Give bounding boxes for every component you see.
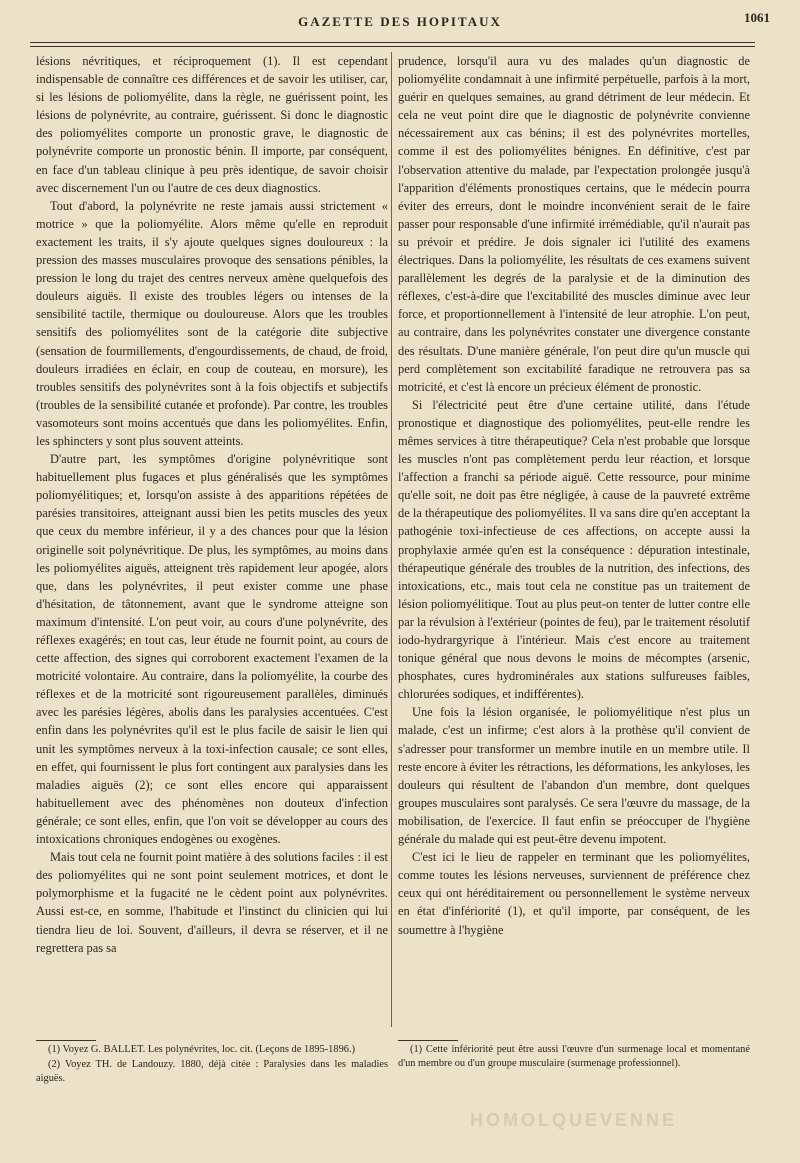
column-divider [391, 52, 392, 1027]
footnotes-right [398, 1043, 750, 1072]
header-rule-thin [30, 46, 755, 47]
paragraph: Mais tout cela ne fournit point matière à des solutions faciles : il est des poliomyélites qui ne sont point seulement motrices, et dont le polymorphisme et la fugacité ne le cèdent point aux polynévrites. Aussi est-ce, en somme, l'habitude et l'instinct du clinicien qui lui tiendra lieu de loi. Souvent, d'ailleurs, il devra se réserver, et il ne regrettera pas sa [36, 850, 388, 955]
paragraph: D'autre part, les symptômes d'origine polynévritique sont habituellement plus fugaces et plus généralisés que les symptômes poliomyélitiques; et, lorsqu'on assiste à des apparitions répétées de parésies transitoires, atteignant aussi bien les petits muscles des yeux que ceux du membre inférieur, il y a des chances pour que la lésion originelle soit polynévritique. De plus, les symptômes, au moins dans les poliomyélites aiguës, atteignent très rapidement leur apogée, alors que, dans les polynévrites, il peut exister comme une phase d'hésitation, de tâtonnement, avant que le syndrome atteigne son maximum d'intensité. L'on peut voir, au cours d'une polynévrite, des réflexes exagérés; en tout cas, leur étude ne fournit point, au cours de cette affection, des signes qui corroborent exactement l'examen de la motricité volontaire. Au contraire, dans la poliomyélite, la courbe des réflexes et de la motricité sont rigoureusement parallèles, diminués avec les parésies légères, abolis dans les paralysies accentuées. C'est enfin dans les polynévrites qu'il est le plus facile de saisir le lien qui unit les symptômes nerveux à la toxi-infection causale; ce sont elles, en effet, qui fournissent le plus fort contingent aux paralysies dans les maladies aiguës (2); ce sont elles encore qui apparaissent habituellement avec des phénomènes non douteux d'infection générale; ce sont elles, enfin, que l'on voit se développer au cours des intoxications chroniques endogènes ou exogènes. [36, 452, 388, 847]
paragraph: Si l'électricité peut être d'une certaine utilité, dans l'étude pronostique et diagnostique des poliomyélites, peut-elle rendre les mêmes services à titre thérapeutique? Cela n'est probable que lorsque les muscles n'ont pas complètement perdu leur réaction, et lorsque l'affection a franchi sa période aiguë. Cette ressource, pour minime qu'elle soit, ne doit pas être négligée, à cause de la pauvreté extrême de la thérapeutique des poliomyélites. Il va sans dire qu'en acceptant la pathogénie toxi-infectieuse de ces affections, on accepte aussi la prophylaxie armée qu'en est la conséquence : dépuration intestinale, thérapeutique générale des troubles de la nutrition, des infections, des intoxications, etc., mais tout cela ne constitue pas un traitement de lésion poliomyélitique. Tout au plus peut-on tenter de lutter contre elle par la révulsion à l'extérieur (pointes de feu), par le traitement résolutif iodo-hydrargyrique à l'intérieur. Mais c'est encore au traitement tonique général que nous devons le moins de mécomptes (arsenic, phosphates, cures hydrominérales aux stations sulfureuses faibles, chlorurées sodiques, et indifférentes). [398, 397, 750, 702]
paragraph: prudence, lorsqu'il aura vu des malades qu'un diagnostic de poliomyélite condamnait à une infirmité perpétuelle, parfois à la mort, guérir en quelques semaines, au grand détriment de leur médecin. Et cela ne veut point dire que le diagnostic de polynévrite convienne nécessairement aux cas bénins; il est des polynévrites mortelles, comme il est des poliomyélites bénignes. En définitive, c'est par l'observation attentive du malade, par l'expectation prolongée jusqu'à l'apparition d'éléments pronostiques certains, que le médecin pourra éviter des erreurs, dont le moindre inconvénient serait de le faire passer pour responsable d'une infirmité irrémédiable, qu'il n'aurait pas su prévoir et prédire. Je dois signaler ici l'utilité des examens électriques. Dans la poliomyélite, les résultats de ces examens suivent parallèlement les degrés de la paralysie et de la diminution des réflexes, c'est-à-dire que l'excitabilité des muscles diminue avec leur force, et proportionnellement à l'intensité de leur atrophie. L'on peut, au contraire, dans les polynévrites constater une divergence constante des résultats. D'une manière générale, l'on peut dire qu'un muscle qui perd complètement son excitabilité faradique ne retrouvera pas sa motricité, et c'est là encore un précieux élément de pronostic. [398, 54, 750, 394]
footnote: (2) Voyez TH. de Landouzy. 1880, déjà citée : Paralysies dans les maladies aiguës. [36, 1059, 388, 1084]
footnotes-left [36, 1043, 388, 1087]
page-header [30, 8, 770, 32]
paragraph: Tout d'abord, la polynévrite ne reste jamais aussi strictement « motrice » que la poliomyélite. Alors même qu'elle en reproduit exactement les traits, il s'y ajoute quelques signes douloureux : la pression des masses musculaires provoque des sensations pénibles, la pression le long du trajet des centres nerveux amène quelquefois des douleurs aiguës. Il existe des troubles légers ou intenses de la sensibilité tactile, thermique ou douloureuse. Alors que les troubles sensitifs des poliomyélites sont de la catégorie dite subjective (sensation de fourmillements, d'engourdissements, de chaud, de froid, douleurs irradiées en éclair, en coup de couteau, en morsure), les troubles sensitifs des polynévrites sont à la fois objectifs et subjectifs (troubles de la sensibilité cutanée et profonde). Par contre, les troubles vasomoteurs sont moins accentués que dans les poliomyélites. Enfin, les sphincters y sont plus souvent atteints. [36, 198, 388, 448]
page-number: 1061 [744, 10, 770, 25]
paragraph: lésions névritiques, et réciproquement (1). Il est cependant indispensable de connaître ces différences et de savoir les utiliser, car, si les lésions de poliomyélite, dans la règle, ne guérissent point, les lésions de polynévrite, au contraire, guérissent. Si donc le diagnostic des poliomyélites comporte un pronostic grave, le diagnostic de polynévrite comporte un pronostic bénin. Il importe, par conséquent, en face d'un tableau clinique à peu près identique, de savoir choisir avec discernement l'un ou l'autre de ces deux diagnostics. [36, 54, 388, 195]
paragraph: C'est ici le lieu de rappeler en terminant que les poliomyélites, comme toutes les lésions nerveuses, surviennent de préférence chez ceux qui ont héréditairement ou personnellement le système nerveux en état d'infériorité (1), et qu'il importe, par conséquent, de les soumettre à l'hygiène [398, 850, 750, 937]
footnote-rule [36, 1040, 96, 1041]
right-column [398, 52, 750, 939]
header-rule [30, 42, 755, 43]
footnote-rule [398, 1040, 458, 1041]
library-stamp: HOMOLQUEVENNE [470, 1110, 678, 1130]
paragraph: Une fois la lésion organisée, le poliomyélitique n'est plus un malade, c'est un infirme; c'est alors à la prothèse qu'il convient de s'adresser pour transformer un membre inutile en un membre utile. Il reste encore à éviter les rétractions, les déformations, les ankyloses, les douleurs qui résultent de l'abandon d'un membre, dont quelques groupes musculaires sont paralysés. Ce sera l'œuvre du massage, de la mobilisation, de l'exercice. Il faut enfin se préoccuper de l'hygiène générale du malade qui est peut-être devenu impotent. [398, 705, 750, 847]
footnote: (1) Cette infériorité peut être aussi l'œuvre d'un surmenage local et momentané d'un membre ou d'un groupe musculaire (surmenage professionnel). [398, 1044, 750, 1069]
left-column [36, 52, 388, 957]
journal-title: GAZETTE DES HOPITAUX [298, 14, 502, 29]
footnote: (1) Voyez G. BALLET. Les polynévrites, loc. cit. (Leçons de 1895-1896.) [48, 1044, 356, 1055]
